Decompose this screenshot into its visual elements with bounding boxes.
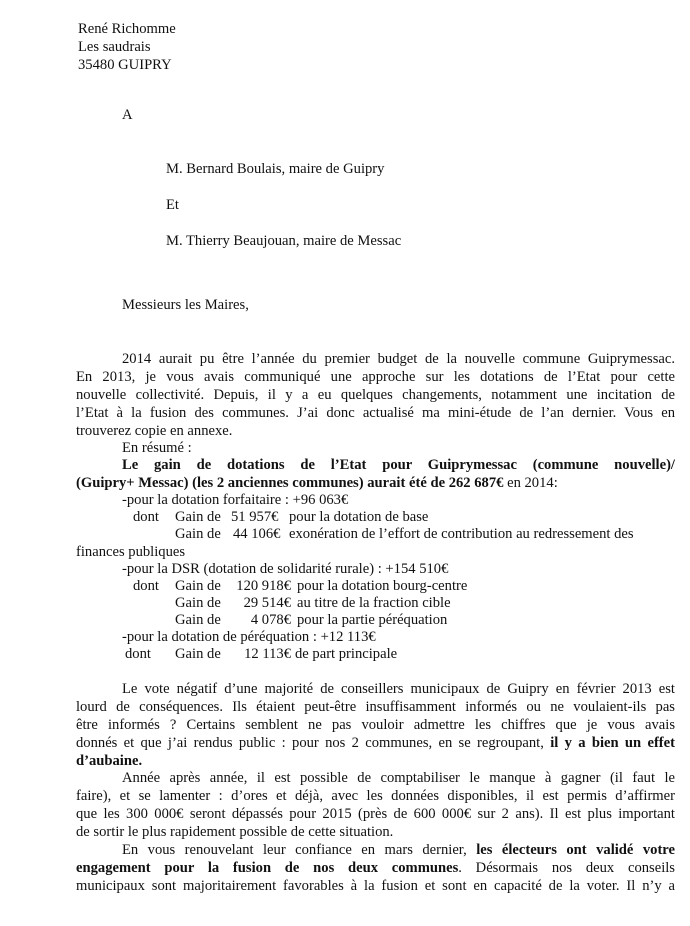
gain-description: pour la dotation bourg-centre xyxy=(297,578,468,594)
paragraph-3-line: de sortir le plus rapidement possible de cette situation. xyxy=(76,824,394,840)
paragraph-1-line: l’Etat à la fusion des communes. J’ai donc actualisé ma mini-étude de l’an dernier. Vous en xyxy=(76,405,675,421)
gain-amount: 12 113€ xyxy=(244,646,291,662)
paragraph-4-line xyxy=(122,841,675,859)
sender-address: Les saudrais xyxy=(78,39,151,55)
gain-amount: 120 918€ xyxy=(236,578,291,594)
paragraph-2-emphasis: d’aubaine. xyxy=(76,753,143,769)
paragraph-2-line: lourd de conséquences. Ils étaient peut-être insuffisamment informés ou ne voulaient-ils pas xyxy=(76,699,675,715)
paragraph-2-emphasis: il y a bien un effet xyxy=(550,735,675,751)
recipient-2: M. Thierry Beaujouan, maire de Messac xyxy=(166,233,402,249)
item-dsr-sub xyxy=(175,594,451,612)
dont-label: dont xyxy=(133,578,159,594)
item-dsr-title: -pour la DSR (dotation de solidarité rurale) : +154 510€ xyxy=(122,561,449,577)
salutation: Messieurs les Maires, xyxy=(122,297,249,313)
gain-description: pour la dotation de base xyxy=(289,509,429,525)
to-label: A xyxy=(122,107,133,123)
gain-label: Gain de xyxy=(175,595,221,611)
gain-description: au titre de la fraction cible xyxy=(297,595,451,611)
recipient-1: M. Bernard Boulais, maire de Guipry xyxy=(166,161,385,177)
item-forfaitaire-continuation: finances publiques xyxy=(76,544,186,560)
paragraph-4-emphasis: engagement pour la fusion de nos deux communes xyxy=(76,860,459,876)
paragraph-2-line xyxy=(76,734,675,752)
summary-label: En résumé : xyxy=(122,440,192,456)
and-label: Et xyxy=(166,197,179,213)
gain-label: Gain de xyxy=(175,578,221,594)
paragraph-3-line: faire), et se lamenter : d’ores et déjà, avec les données disponibles, il est permis d’affirmer xyxy=(76,788,675,804)
dont-label: dont xyxy=(133,509,159,525)
paragraph-1-line: 2014 aurait pu être l’année du premier budget de la nouvelle commune Guiprymessac. xyxy=(122,351,675,367)
item-forfaitaire-sub xyxy=(133,508,428,526)
paragraph-2-line: Le vote négatif d’une majorité de conseillers municipaux de Guipry en février 2013 est xyxy=(122,681,675,697)
paragraph-4-line: municipaux sont majoritairement favorables à la fusion et sont en capacité de la voter. Il n’y a xyxy=(76,878,675,894)
gain-description: exonération de l’effort de contribution au redressement des xyxy=(289,526,634,542)
paragraph-4-line xyxy=(76,859,675,877)
item-perequation-sub xyxy=(125,645,397,663)
gain-description: de part principale xyxy=(295,646,398,662)
sender-name: René Richomme xyxy=(78,21,176,37)
item-perequation-title: -pour la dotation de péréquation : +12 113€ xyxy=(122,629,376,645)
paragraph-1-line: nouvelle collectivité. Depuis, il y a eu quelques changements, notamment une incitation de xyxy=(76,387,675,403)
dont-label: dont xyxy=(125,646,151,662)
summary-headline: Le gain de dotations de l’Etat pour Guiprymessac (commune nouvelle)/ xyxy=(122,457,675,473)
paragraph-2-text: donnés et que j’ai rendus public : pour nos 2 communes, en se regroupant, xyxy=(76,735,551,751)
item-forfaitaire-sub xyxy=(175,525,634,543)
gain-label: Gain de xyxy=(175,646,221,662)
item-dsr-sub xyxy=(175,611,447,629)
gain-label: Gain de xyxy=(175,612,221,628)
gain-label: Gain de xyxy=(175,526,221,542)
paragraph-3-line: que les 300 000€ seront dépassés pour 2015 (près de 600 000€ sur 2 ans). Il est plus important xyxy=(76,806,675,822)
paragraph-4-text: . Désormais nos deux conseils xyxy=(458,860,675,876)
gain-amount: 4 078€ xyxy=(250,612,291,628)
summary-year: en 2014: xyxy=(503,475,558,491)
paragraph-1-line: En 2013, je vous avais communiqué une approche sur les dotations de l’Etat pour cette xyxy=(76,369,675,385)
gain-amount: 29 514€ xyxy=(243,595,291,611)
paragraph-1-line: trouverez copie en annexe. xyxy=(76,423,233,439)
gain-description: pour la partie péréquation xyxy=(297,612,448,628)
summary-total: (Guipry+ Messac) (les 2 anciennes communes) aurait été de 262 687€ xyxy=(76,475,504,491)
item-dsr-sub xyxy=(133,577,467,595)
paragraph-4-emphasis: les électeurs ont validé votre xyxy=(476,842,675,858)
gain-label: Gain de xyxy=(175,509,221,525)
gain-amount: 51 957€ xyxy=(231,509,279,525)
paragraph-3-line: Année après année, il est possible de comptabiliser le manque à gagner (il faut le xyxy=(122,770,675,786)
gain-amount: 44 106€ xyxy=(233,526,281,542)
item-forfaitaire-title: -pour la dotation forfaitaire : +96 063€ xyxy=(122,492,349,508)
summary-headline-2 xyxy=(76,474,558,492)
sender-city: 35480 GUIPRY xyxy=(78,57,172,73)
paragraph-2-line: être informés ? Certains semblent ne pas vouloir admettre les chiffres que je vous avais xyxy=(76,717,675,733)
paragraph-4-text: En vous renouvelant leur confiance en mars dernier, xyxy=(122,842,477,858)
